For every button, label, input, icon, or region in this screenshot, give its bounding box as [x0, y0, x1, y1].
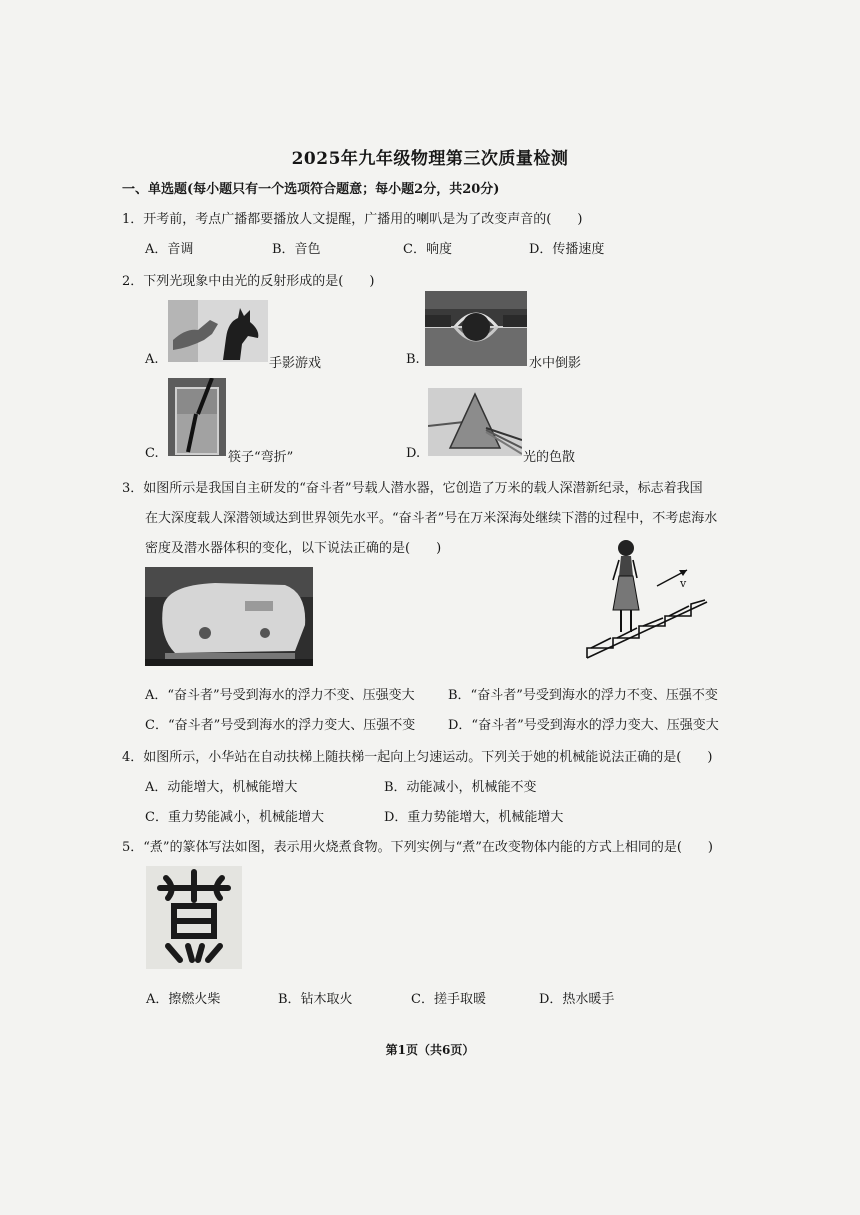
q1-option-a: A．音调 [145, 242, 194, 257]
q2-stem: 2．下列光现象中由光的反射形成的是( ) [122, 274, 375, 289]
q1-stem: 1．开考前，考点广播都要播放人文提醒，广播用的喇叭是为了改变声音的( ) [122, 212, 583, 227]
q1-option-c: C．响度 [403, 242, 452, 257]
q4-option-b: B．动能减小，机械能不变 [384, 780, 537, 795]
q3-option-b: B．“奋斗者”号受到海水的浮力不变、压强不变 [448, 688, 718, 703]
chopstick-glass-image [168, 378, 226, 456]
q5-option-b: B．钻木取火 [278, 992, 353, 1007]
q4-option-c: C．重力势能减小，机械能增大 [145, 810, 324, 825]
seal-script-zhu-image [146, 866, 242, 969]
q2-option-d-caption: 光的色散 [523, 450, 576, 465]
q2-option-c-caption: 筷子“弯折” [228, 450, 294, 465]
bridge-reflection-image [425, 291, 527, 366]
submersible-image [145, 567, 313, 666]
q4-option-a: A．动能增大，机械能增大 [145, 780, 298, 795]
q2-option-c-letter: C. [145, 446, 159, 461]
q4-option-d: D．重力势能增大，机械能增大 [384, 810, 564, 825]
q3-option-a: A．“奋斗者”号受到海水的浮力不变、压强变大 [145, 688, 415, 703]
q3-stem-line-2: 在大深度载人深潜领域达到世界领先水平。“奋斗者”号在万米深海处继续下潜的过程中，不考虑海水 [145, 511, 718, 526]
velocity-label: v [680, 577, 687, 590]
prism-dispersion-image [428, 388, 522, 456]
escalator-girl-figure [583, 536, 708, 666]
hand-shadow-image [168, 300, 268, 362]
q5-option-d: D．热水暖手 [539, 992, 615, 1007]
q3-option-c: C．“奋斗者”号受到海水的浮力变大、压强不变 [145, 718, 416, 733]
q5-option-a: A．擦燃火柴 [146, 992, 221, 1007]
q2-option-b-caption: 水中倒影 [529, 356, 582, 371]
q1-option-b: B．音色 [272, 242, 321, 257]
q2-option-d-letter: D. [406, 446, 421, 461]
q3-stem-line-3: 密度及潜水器体积的变化，以下说法正确的是( ) [145, 541, 442, 556]
page-number-footer: 第1页（共6页） [385, 1043, 475, 1057]
exam-title: 2025年九年级物理第三次质量检测 [291, 149, 569, 169]
q2-option-a-letter: A. [145, 352, 159, 367]
q5-stem: 5．“煮”的篆体写法如图，表示用火烧煮食物。下列实例与“煮”在改变物体内能的方式上相同的是( ) [122, 840, 713, 855]
q3-stem-line-1: 3．如图所示是我国自主研发的“奋斗者”号载人潜水器，它创造了万米的载人深潜新纪录，标志着我国 [122, 481, 703, 496]
q2-option-b-letter: B. [406, 352, 420, 367]
section-heading: 一、单选题(每小题只有一个选项符合题意；每小题2分，共20分) [122, 182, 500, 197]
q2-option-a-caption: 手影游戏 [269, 356, 322, 371]
q5-option-c: C．搓手取暖 [411, 992, 486, 1007]
q3-option-d: D．“奋斗者”号受到海水的浮力变大、压强变大 [448, 718, 719, 733]
q1-option-d: D．传播速度 [529, 242, 605, 257]
q4-stem: 4．如图所示，小华站在自动扶梯上随扶梯一起向上匀速运动。下列关于她的机械能说法正确的是( ) [122, 750, 713, 765]
